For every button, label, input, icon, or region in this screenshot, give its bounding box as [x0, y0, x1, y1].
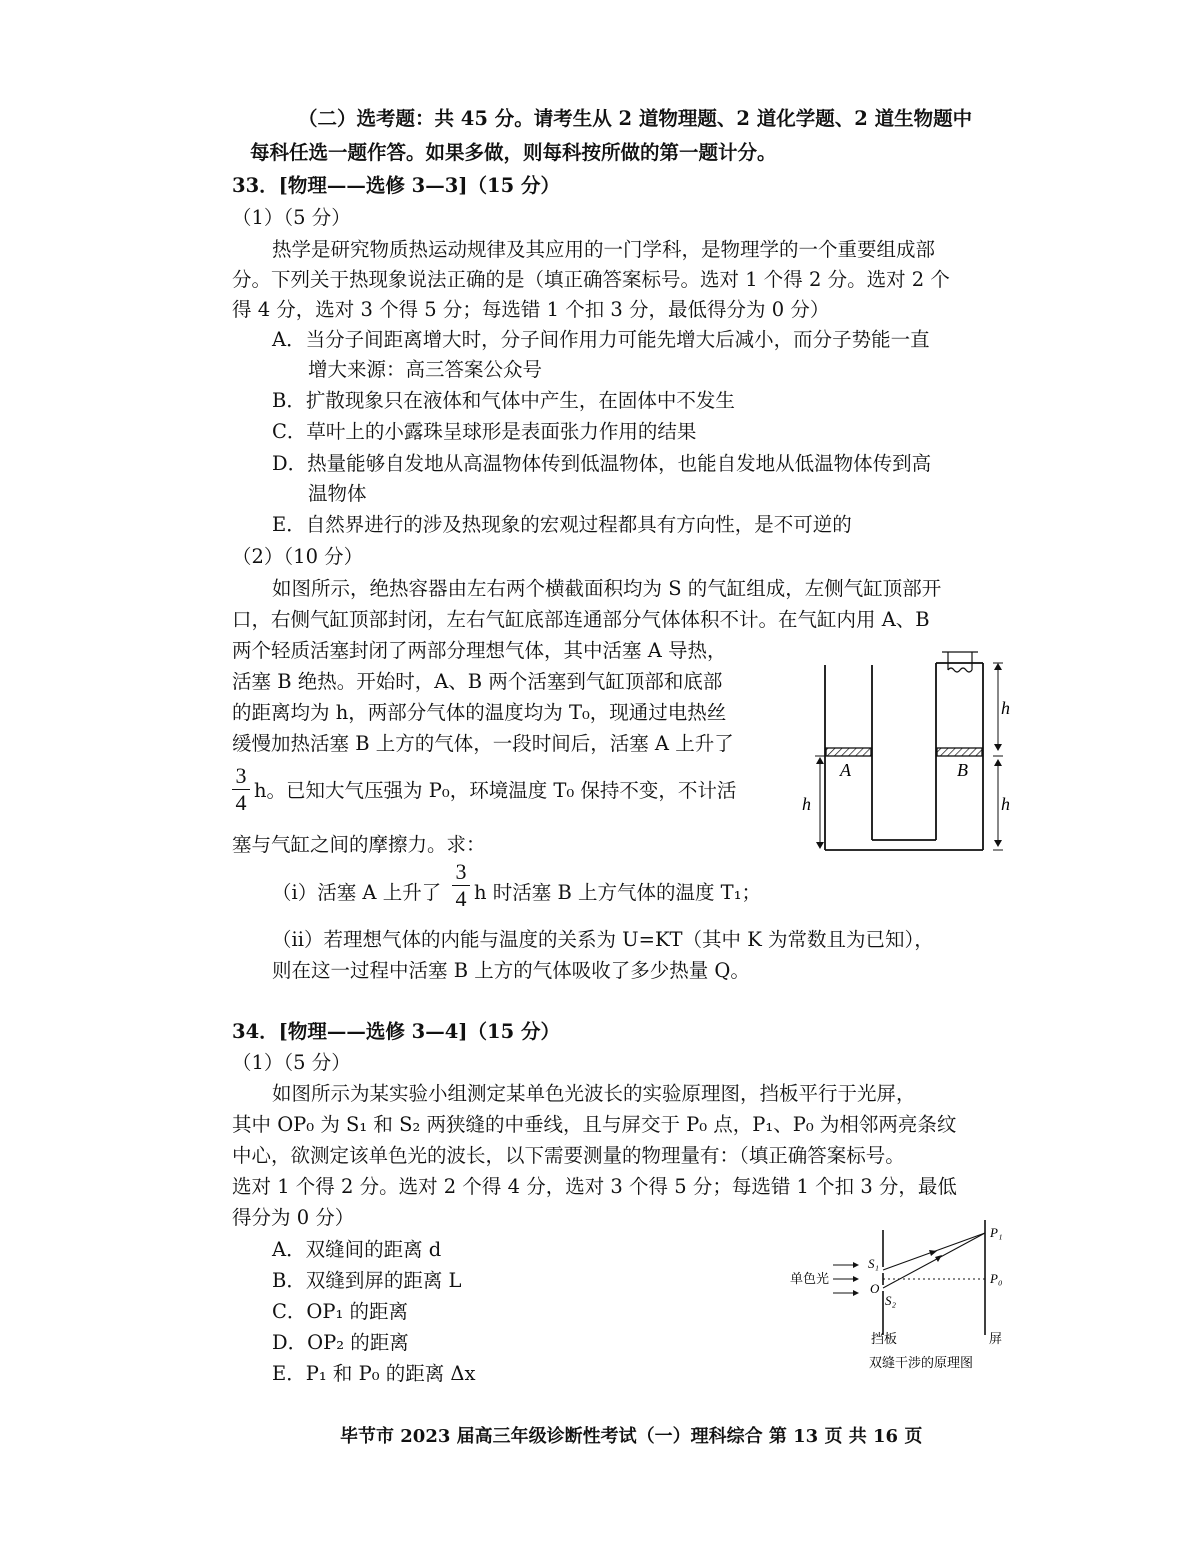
q33-option-d: D．热量能够自发地从高温物体传到低温物体，也能自发地从低温物体传到高	[272, 452, 932, 475]
label-s1: S₁	[868, 1256, 880, 1271]
arrow-icon	[853, 1290, 859, 1296]
q33-part2-text: 如图所示，绝热容器由左右两个横截面积均为 S 的气缸组成，左侧气缸顶部开	[272, 577, 942, 600]
q33-option-d-cont: 温物体	[308, 482, 367, 505]
q33-part2-text: 口，右侧气缸顶部封闭，左右气缸底部连通部分气体体积不计。在气缸内用 A、B	[232, 608, 930, 631]
label-h: h	[1001, 794, 1010, 814]
q33-part1-stem: 得 4 分，选对 3 个得 5 分；每选错 1 个扣 3 分，最低得分为 0 分）	[232, 298, 830, 321]
q33-heading: 33．[物理——选修 3—3]（15 分）	[232, 174, 560, 197]
arrow-icon	[935, 1255, 942, 1262]
heating-wire-icon	[948, 668, 972, 672]
figure-caption: 双缝干涉的原理图	[869, 1355, 974, 1370]
label-h: h	[802, 794, 811, 814]
double-slit-diagram	[785, 1215, 1015, 1375]
q33-sub-ii-cont: 则在这一过程中活塞 B 上方的气体吸收了多少热量 Q。	[272, 959, 750, 982]
fraction-numerator: 3	[455, 859, 467, 884]
q33-part2-text: 两个轻质活塞封闭了两部分理想气体，其中活塞 A 导热，	[232, 639, 727, 662]
fraction-numerator: 3	[235, 763, 247, 788]
section-intro-line1: （二）选考题：共 45 分。请考生从 2 道物理题、2 道化学题、2 道生物题中	[298, 107, 973, 130]
q34-option-a: A．双缝间的距离 d	[272, 1238, 442, 1261]
q33-part2-text: 塞与气缸之间的摩擦力。求：	[232, 833, 486, 856]
q33-part2-text: 的距离均为 h，两部分气体的温度均为 T₀，现通过电热丝	[232, 701, 727, 724]
label-h: h	[1001, 698, 1010, 718]
q34-option-d: D．OP₂ 的距离	[272, 1331, 409, 1354]
q33-sub-ii: （ii）若理想气体的内能与温度的关系为 U=KT（其中 K 为常数且为已知），	[272, 928, 934, 951]
q33-part1-stem: 分。下列关于热现象说法正确的是（填正确答案标号。选对 1 个得 2 分。选对 2 个	[232, 268, 950, 291]
q33-part2-label: （2）（10 分）	[232, 545, 364, 568]
q34-option-b: B．双缝到屏的距离 L	[272, 1269, 462, 1292]
q33-option-c: C．草叶上的小露珠呈球形是表面张力作用的结果	[272, 420, 697, 443]
q33-part2-text: 缓慢加热活塞 B 上方的气体，一段时间后，活塞 A 上升了	[232, 732, 734, 755]
label-p0: P₀	[990, 1271, 1003, 1286]
label-piston-b: B	[957, 760, 968, 780]
fraction-three-quarters	[452, 860, 470, 911]
arrow-icon	[853, 1262, 859, 1268]
q34-text: 其中 OP₀ 为 S₁ 和 S₂ 两狭缝的中垂线，且与屏交于 P₀ 点，P₁、P₀ 为相邻两亮条纹	[232, 1113, 957, 1136]
page-footer: 毕节市 2023 届高三年级诊断性考试（一）理科综合 第 13 页 共 16 页	[340, 1426, 923, 1447]
label-p1: P₁	[990, 1225, 1003, 1240]
label-o: O	[870, 1281, 880, 1296]
q34-option-c: C．OP₁ 的距离	[272, 1300, 409, 1323]
piston-b	[937, 748, 982, 756]
fraction-denominator: 4	[235, 790, 247, 815]
q33-part1-label: （1）（5 分）	[232, 206, 351, 229]
q33-part2-text: 活塞 B 绝热。开始时，A、B 两个活塞到气缸顶部和底部	[232, 670, 723, 693]
q33-sub-i-cont: h 时活塞 B 上方气体的温度 T₁；	[474, 881, 762, 904]
ray-s2-p1	[883, 1233, 985, 1288]
q33-part2-text: h。已知大气压强为 P₀，环境温度 T₀ 保持不变，不计活	[254, 779, 737, 802]
label-monochromatic-light: 单色光	[790, 1271, 830, 1286]
piston-a	[826, 748, 871, 756]
fraction-three-quarters	[232, 764, 250, 815]
q33-option-a: A．当分子间距离增大时，分子间作用力可能先增大后减小，而分子势能一直	[272, 328, 930, 351]
q33-option-e: E．自然界进行的涉及热现象的宏观过程都具有方向性，是不可逆的	[272, 513, 852, 536]
q33-part1-stem: 热学是研究物质热运动规律及其应用的一门学科，是物理学的一个重要组成部	[272, 238, 936, 261]
cylinder-diagram	[790, 630, 1030, 860]
q34-text: 选对 1 个得 2 分。选对 2 个得 4 分，选对 3 个得 5 分；每选错 1 个扣 3 分，最低	[232, 1175, 957, 1198]
label-screen: 屏	[989, 1331, 1003, 1346]
q34-text: 中心，欲测定该单色光的波长，以下需要测量的物理量有：（填正确答案标号。	[232, 1144, 905, 1167]
q33-option-a-cont: 增大来源：高三答案公众号	[308, 358, 543, 381]
q33-sub-i: （i）活塞 A 上升了	[272, 881, 442, 904]
q34-option-e: E．P₁ 和 P₀ 的距离 Δx	[272, 1362, 476, 1385]
q34-heading: 34．[物理——选修 3—4]（15 分）	[232, 1020, 560, 1043]
section-intro-line2: 每科任选一题作答。如果多做，则每科按所做的第一题计分。	[250, 141, 777, 164]
q34-part1-label: （1）（5 分）	[232, 1051, 351, 1074]
label-s2: S₂	[885, 1293, 897, 1308]
fraction-denominator: 4	[455, 886, 467, 911]
label-piston-a: A	[840, 760, 851, 780]
q34-text: 如图所示为某实验小组测定某单色光波长的实验原理图，挡板平行于光屏，	[272, 1082, 916, 1105]
q34-text: 得分为 0 分）	[232, 1206, 355, 1229]
q33-option-b: B．扩散现象只在液体和气体中产生，在固体中不发生	[272, 389, 735, 412]
label-baffle: 挡板	[871, 1331, 898, 1346]
arrow-icon	[853, 1276, 859, 1282]
arrow-icon	[929, 1250, 937, 1256]
